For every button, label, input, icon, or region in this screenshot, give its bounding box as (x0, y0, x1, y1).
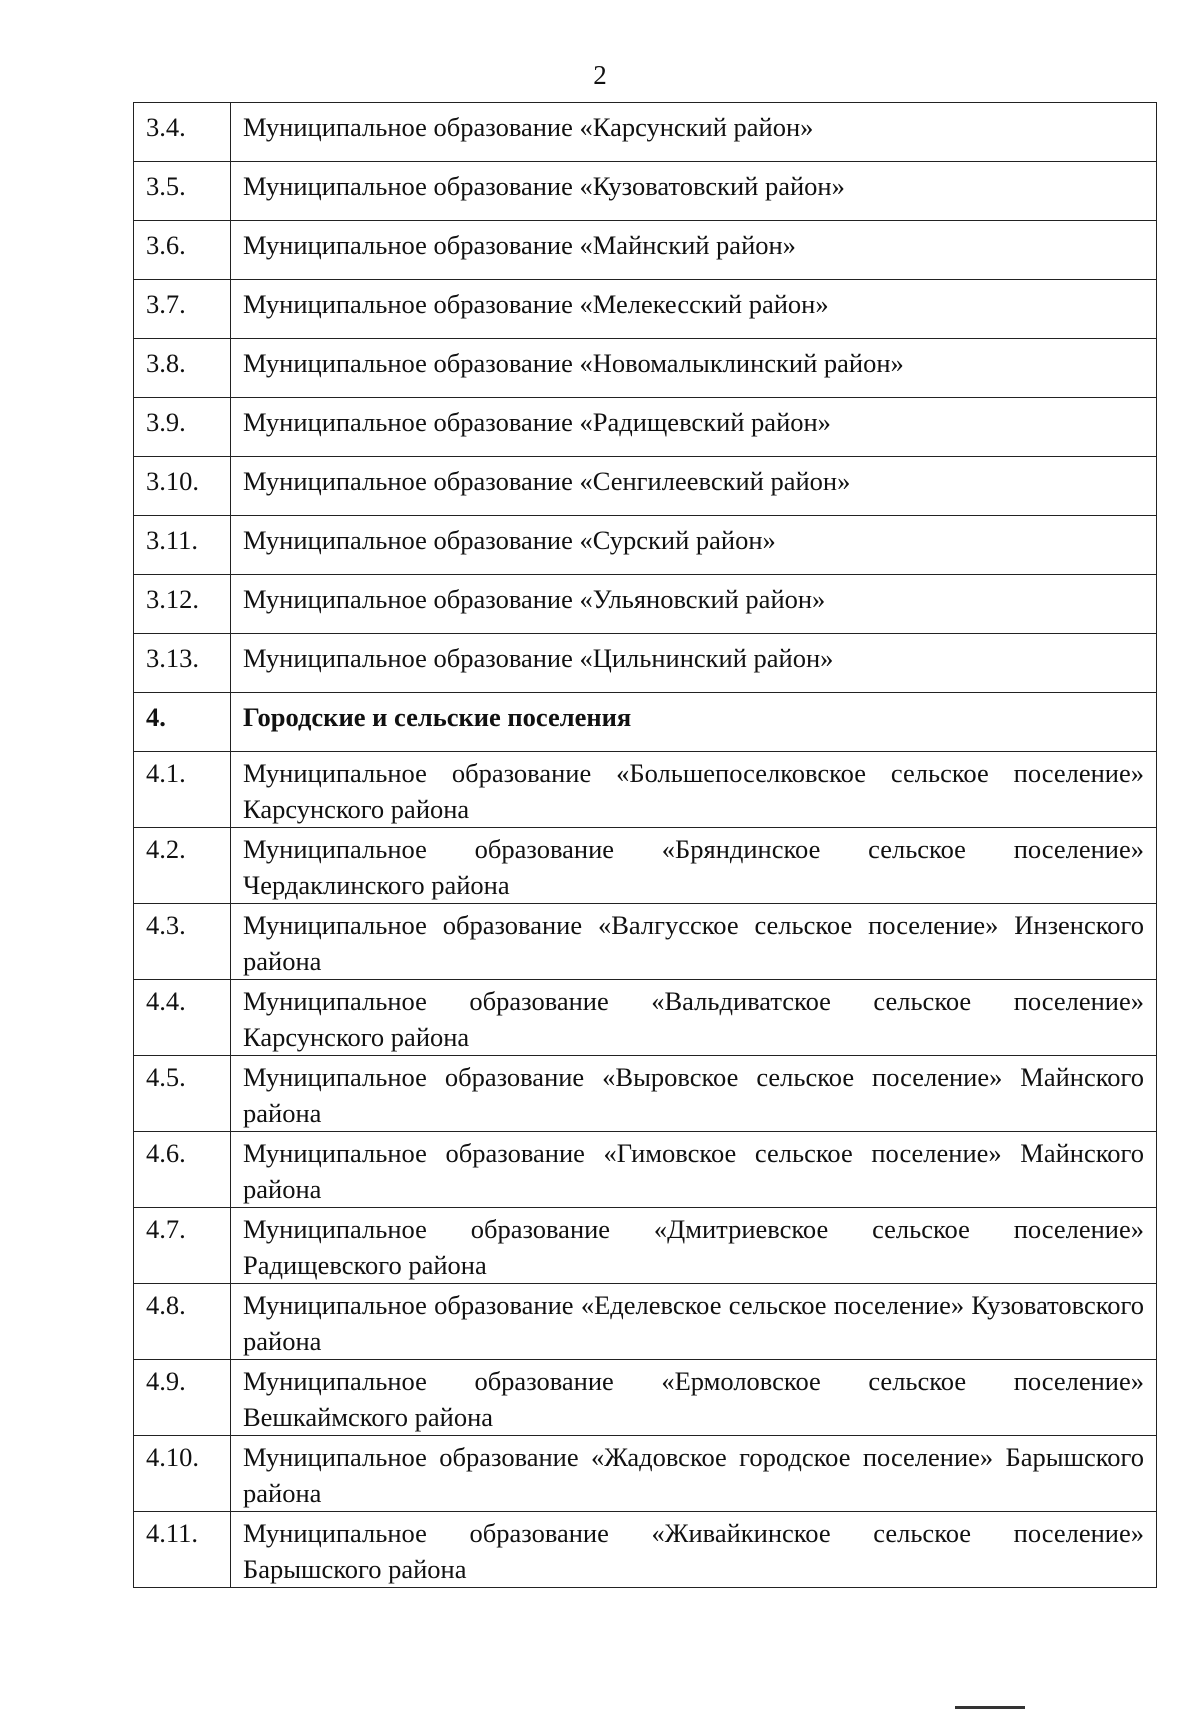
row-number: 4.4. (134, 980, 231, 1056)
table-row (134, 457, 1157, 516)
row-name: Муниципальное образование «Гимовское сельское поселение» Майнского района (231, 1132, 1157, 1208)
row-number: 3.12. (134, 575, 231, 634)
row-name: Муниципальное образование «Цильнинский район» (231, 634, 1157, 693)
table-row (134, 575, 1157, 634)
table-row (134, 752, 1157, 828)
footer-mark (955, 1706, 1025, 1709)
row-name: Муниципальное образование «Еделевское сельское поселение» Кузоватовского района (231, 1284, 1157, 1360)
row-number: 3.13. (134, 634, 231, 693)
table-row (134, 1360, 1157, 1436)
row-name: Муниципальное образование «Карсунский район» (231, 103, 1157, 162)
row-number: 3.9. (134, 398, 231, 457)
row-number: 4.2. (134, 828, 231, 904)
row-name: Муниципальное образование «Мелекесский район» (231, 280, 1157, 339)
row-number: 4.7. (134, 1208, 231, 1284)
row-number: 3.11. (134, 516, 231, 575)
row-number: 4. (134, 693, 231, 752)
table-row (134, 1208, 1157, 1284)
table-row (134, 516, 1157, 575)
table-row (134, 339, 1157, 398)
row-number: 4.9. (134, 1360, 231, 1436)
municipalities-table (133, 102, 1157, 1588)
section-row (134, 693, 1157, 752)
row-number: 4.10. (134, 1436, 231, 1512)
row-name: Муниципальное образование «Жадовское городское поселение» Барышского района (231, 1436, 1157, 1512)
row-number: 3.4. (134, 103, 231, 162)
row-name: Муниципальное образование «Ульяновский район» (231, 575, 1157, 634)
table-row (134, 1436, 1157, 1512)
table-row (134, 103, 1157, 162)
table-row (134, 904, 1157, 980)
row-name: Муниципальное образование «Валгусское сельское поселение» Инзенского района (231, 904, 1157, 980)
row-number: 3.5. (134, 162, 231, 221)
table-row (134, 828, 1157, 904)
row-name: Муниципальное образование «Вальдиватское сельское поселение» Карсунского района (231, 980, 1157, 1056)
table-row (134, 634, 1157, 693)
table-row (134, 162, 1157, 221)
row-name: Муниципальное образование «Большепоселковское сельское поселение» Карсунского района (231, 752, 1157, 828)
table-row (134, 1132, 1157, 1208)
row-name: Муниципальное образование «Ермоловское сельское поселение» Вешкаймского района (231, 1360, 1157, 1436)
row-name: Муниципальное образование «Бряндинское сельское поселение» Чердаклинского района (231, 828, 1157, 904)
table-row (134, 1284, 1157, 1360)
page-number: 2 (593, 60, 607, 90)
row-number: 4.8. (134, 1284, 231, 1360)
row-name: Муниципальное образование «Новомалыклинский район» (231, 339, 1157, 398)
row-name: Муниципальное образование «Майнский район» (231, 221, 1157, 280)
row-name: Муниципальное образование «Кузоватовский район» (231, 162, 1157, 221)
table-row (134, 280, 1157, 339)
row-number: 4.3. (134, 904, 231, 980)
row-name: Муниципальное образование «Радищевский район» (231, 398, 1157, 457)
table-row (134, 398, 1157, 457)
row-number: 4.6. (134, 1132, 231, 1208)
row-number: 3.7. (134, 280, 231, 339)
row-name: Муниципальное образование «Сенгилеевский район» (231, 457, 1157, 516)
row-number: 4.11. (134, 1512, 231, 1588)
row-number: 4.1. (134, 752, 231, 828)
row-number: 3.8. (134, 339, 231, 398)
table-row (134, 980, 1157, 1056)
row-name: Муниципальное образование «Выровское сельское поселение» Майнского района (231, 1056, 1157, 1132)
row-number: 3.10. (134, 457, 231, 516)
table-row (134, 1056, 1157, 1132)
table-row (134, 1512, 1157, 1588)
row-name: Муниципальное образование «Сурский район» (231, 516, 1157, 575)
table-body (134, 103, 1157, 1588)
table-row (134, 221, 1157, 280)
row-name: Муниципальное образование «Живайкинское сельское поселение» Барышского района (231, 1512, 1157, 1588)
row-name: Городские и сельские поселения (231, 693, 1157, 752)
row-name: Муниципальное образование «Дмитриевское сельское поселение» Радищевского района (231, 1208, 1157, 1284)
row-number: 4.5. (134, 1056, 231, 1132)
row-number: 3.6. (134, 221, 231, 280)
